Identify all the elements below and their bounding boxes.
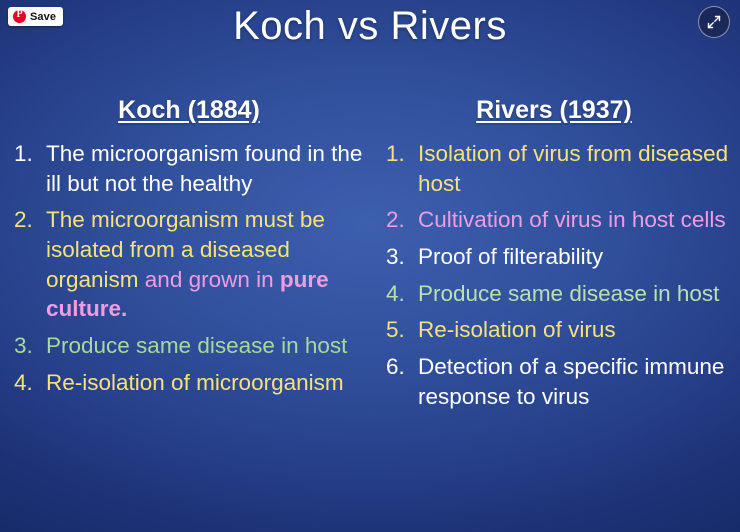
list-item-text: Produce same disease in host <box>418 280 720 306</box>
list-item-text: Isolation of virus from diseased host <box>418 141 729 196</box>
list-item-number: 1. <box>14 141 33 166</box>
list-item <box>14 368 364 398</box>
column-koch-heading: Koch (1884) <box>118 96 260 124</box>
list-item <box>386 139 732 198</box>
column-rivers-heading: Rivers (1937) <box>476 96 632 124</box>
list-item-number: 3. <box>14 333 33 359</box>
list-item <box>14 331 364 361</box>
column-rivers <box>372 96 740 419</box>
list-item-number: 3. <box>386 244 405 270</box>
list-item-text: Produce same disease in host <box>46 333 348 359</box>
list-item-number: 4. <box>386 280 405 306</box>
list-item-number: 2. <box>14 207 33 233</box>
list-item <box>386 279 732 309</box>
page-title: Koch vs Rivers <box>233 4 507 48</box>
list-item-number: 1. <box>386 141 405 166</box>
content-columns <box>0 96 740 419</box>
list-item-text-2: and grown in <box>144 266 280 292</box>
column-koch <box>0 96 372 419</box>
list-item-number: 6. <box>386 354 405 380</box>
list-item-text: Re-isolation of virus <box>418 317 616 343</box>
list-item-number: 4. <box>14 369 33 395</box>
list-item <box>386 315 732 345</box>
save-button-label: Save <box>30 10 57 23</box>
koch-postulates-list <box>14 139 364 398</box>
list-item <box>14 205 364 324</box>
list-item-number: 2. <box>386 207 405 233</box>
list-item-text: The microorganism must be isolated from a diseased organism <box>46 207 325 292</box>
list-item-text: Re-isolation of microorganism <box>46 369 344 395</box>
list-item-number: 5. <box>386 317 405 343</box>
list-item <box>386 242 732 272</box>
list-item <box>14 139 364 198</box>
list-item-text-3: pure culture. <box>46 266 329 322</box>
list-item-text: The microorganism found in the ill but not the healthy <box>46 141 363 196</box>
rivers-postulates-list <box>386 139 732 412</box>
list-item-text: Cultivation of virus in host cells <box>418 207 726 233</box>
list-item <box>386 352 732 411</box>
list-item-text: Detection of a specific immune response to virus <box>418 354 725 409</box>
list-item <box>386 205 732 235</box>
list-item-text: Proof of filterability <box>418 244 604 270</box>
